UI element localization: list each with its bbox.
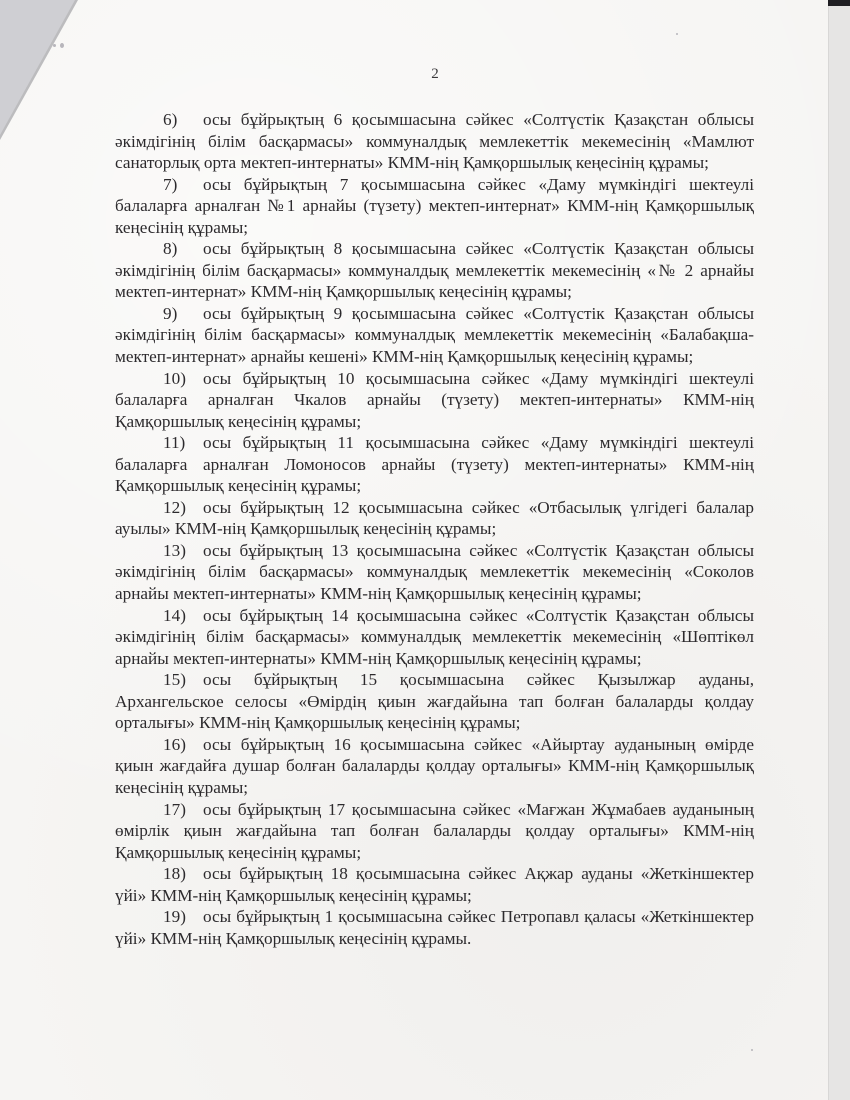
item-text: осы бұйрықтың 15 қосымшасына сәйкес Қызылжар ауданы, Архангельское селосы «Өмірдің қиын жағдайына тап болған балаларды қолдау орталығы» КММ-нің Қамқоршылық кеңесінің құрамы; [115,670,754,733]
scan-speck [751,1049,753,1051]
item-text: осы бұйрықтың 9 қосымшасына сәйкес «Солтүстік Қазақстан облысы әкімдігінің білім басқармасы» коммуналдық мемлекеттік мекемесінің «Балабақша-мектеп-интернат» арнайы кешені» КММ-нің Қамқоршылық кеңесінің құрамы; [115,303,754,367]
list-item-7 [115,174,754,239]
scan-speck [60,43,64,48]
list-item-17 [115,799,754,864]
item-number: 6) [163,110,178,129]
document-body [115,109,754,949]
list-item-12 [115,497,754,540]
list-item-18 [115,863,754,906]
item-number: 10) [163,368,186,388]
item-text: осы бұйрықтың 16 қосымшасына сәйкес «Айыртау ауданының өмірде қиын жағдайға душар болған балаларды қолдау орталығы» КММ-нің Қамқоршылық кеңесінің құрамы; [115,734,754,797]
item-text: осы бұйрықтың 1 қосымшасына сәйкес Петропавл қаласы «Жеткіншектер үйі» КММ-нің Қамқоршылық кеңесінің құрамы. [115,907,754,948]
scan-corner-shadow-right [828,0,850,6]
item-number: 17) [163,799,186,819]
scan-speck [53,44,56,47]
item-number: 7) [163,174,178,194]
item-number: 13) [163,540,186,560]
item-number: 15) [163,670,186,690]
item-text: осы бұйрықтың 17 қосымшасына сәйкес «Мағжан Жұмабаев ауданының өмірлік қиын жағдайына тап болған балаларды қолдау орталығы» КММ-нің Қамқоршылық кеңесінің құрамы; [115,799,754,862]
item-number: 9) [163,303,178,323]
list-item-6 [115,109,754,174]
item-text: осы бұйрықтың 6 қосымшасына сәйкес «Солтүстік Қазақстан облысы әкімдігінің білім басқармасы» коммуналдық мемлекеттік мекемесінің «Мамлют санаторлық орта мектеп-интернаты» КММ-нің Қамқоршылық кеңесінің құрамы; [115,110,754,173]
list-item-15 [115,669,754,734]
page-number: 2 [431,66,439,82]
list-item-16 [115,734,754,799]
item-number: 12) [163,497,186,517]
item-text: осы бұйрықтың 7 қосымшасына сәйкес «Даму мүмкіндігі шектеулі балаларға арналған №1 арнайы (түзету) мектеп-интернат» КММ-нің Қамқоршылық кеңесінің құрамы; [115,174,754,237]
list-item-8 [115,238,754,303]
item-number: 8) [163,239,178,259]
item-number: 16) [163,734,186,754]
list-item-19 [115,906,754,949]
item-number: 14) [163,605,186,625]
item-text: осы бұйрықтың 14 қосымшасына сәйкес «Солтүстік Қазақстан облысы әкімдігінің білім басқармасы» коммуналдық мемлекеттік мекемесінің «Шөптікөл арнайы мектеп-интернаты» КММ-нің Қамқоршылық кеңесінің құрамы; [115,605,754,668]
scan-speck [676,33,678,35]
scan-edge-strip [828,0,850,1100]
item-text: осы бұйрықтың 12 қосымшасына сәйкес «Отбасылық үлгідегі балалар ауылы» КММ-нің Қамқоршылық кеңесінің құрамы; [115,497,754,539]
list-item-9 [115,303,754,368]
list-item-13 [115,540,754,605]
list-item-14 [115,605,754,670]
item-number: 11) [163,433,186,453]
item-text: осы бұйрықтың 11 қосымшасына сәйкес «Даму мүмкіндігі шектеулі балаларға арналған Ломоносов арнайы (түзету) мектеп-интернаты» КММ-нің Қамқоршылық кеңесінің құрамы; [115,433,754,496]
item-text: осы бұйрықтың 10 қосымшасына сәйкес «Даму мүмкіндігі шектеулі балаларға арналған Чкалов арнайы (түзету) мектеп-интернаты» КММ-нің Қамқоршылық кеңесінің құрамы; [115,368,754,431]
item-number: 19) [163,907,186,927]
item-text: осы бұйрықтың 13 қосымшасына сәйкес «Солтүстік Қазақстан облысы әкімдігінің білім басқармасы» коммуналдық мемлекеттік мекемесінің «Соколов арнайы мектеп-интернаты» КММ-нің Қамқоршылық кеңесінің құрамы; [115,540,754,604]
item-text: осы бұйрықтың 8 қосымшасына сәйкес «Солтүстік Қазақстан облысы әкімдігінің білім басқармасы» коммуналдық мемлекеттік мекемесінің «№ 2 арнайы мектеп-интернат» КММ-нің Қамқоршылық кеңесінің құрамы; [115,239,754,302]
list-item-11 [115,432,754,497]
item-number: 18) [163,864,186,884]
folded-corner [0,0,75,135]
list-item-10 [115,368,754,433]
item-text: осы бұйрықтың 18 қосымшасына сәйкес Ақжар ауданы «Жеткіншектер үйі» КММ-нің Қамқоршылық кеңесінің құрамы; [115,864,754,905]
